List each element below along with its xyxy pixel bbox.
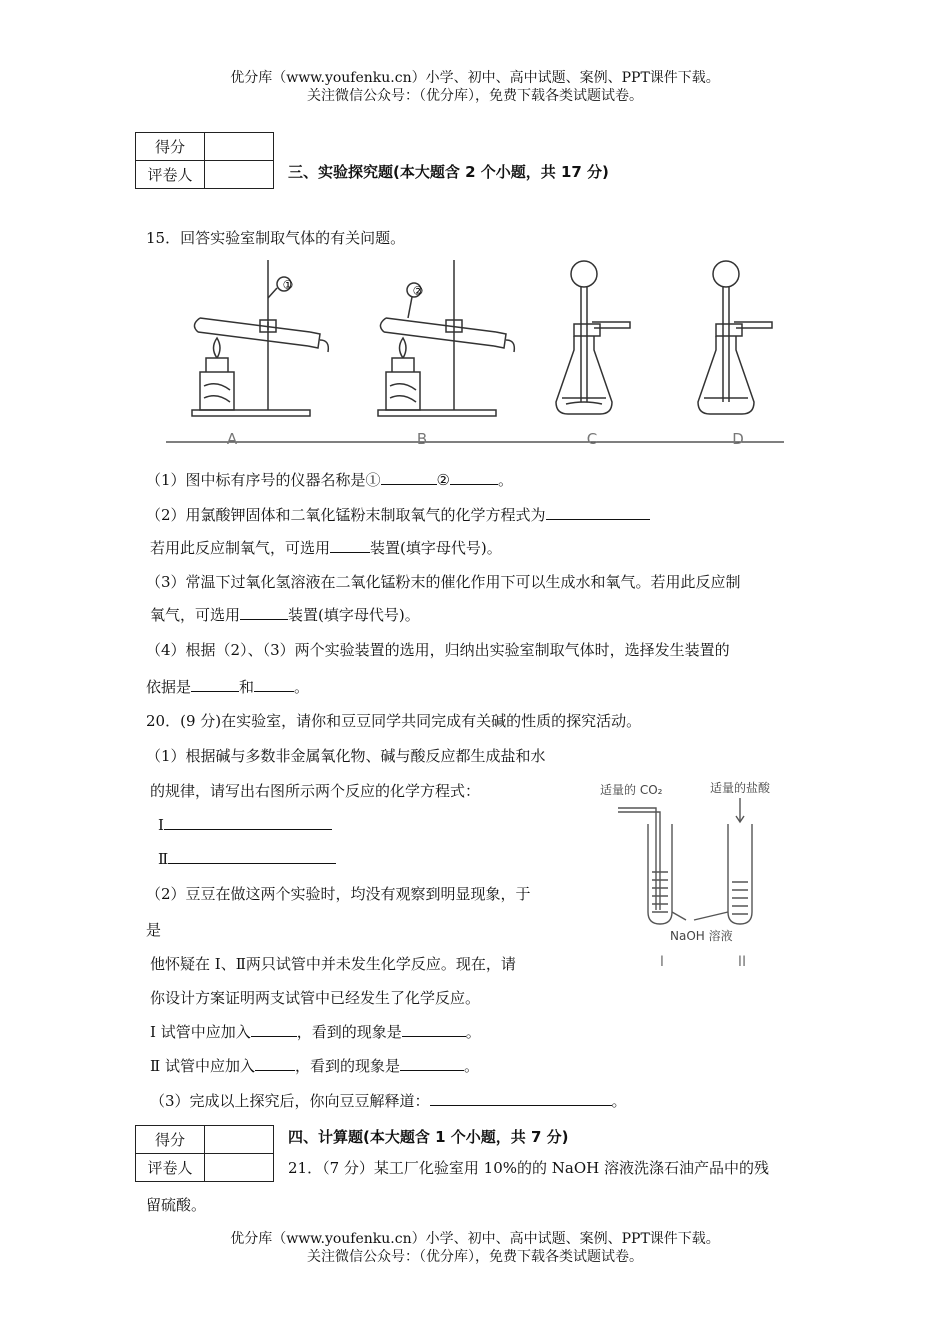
answer-blank[interactable]	[400, 1056, 464, 1071]
score-cell[interactable]	[205, 133, 274, 161]
q15-stem: 15．回答实验室制取气体的有关问题。	[146, 229, 406, 247]
q20-part1: （1）根据碱与多数非金属氧化物、碱与酸反应都生成盐和水	[146, 747, 546, 765]
answer-blank[interactable]	[430, 1091, 612, 1106]
answer-blank[interactable]	[546, 505, 650, 520]
score-label: 得分	[136, 133, 205, 161]
answer-blank[interactable]	[254, 677, 294, 692]
label-c: C	[586, 430, 598, 448]
q20-eq2: Ⅱ	[158, 849, 336, 869]
page-footer-line1: 优分库（www.youfenku.cn）小学、初中、高中试题、案例、PPT课件下载。	[230, 1231, 720, 1247]
tube-label-1: I	[659, 954, 665, 970]
q20-part1-b: 的规律，请写出右图所示两个反应的化学方程式：	[150, 782, 481, 800]
grader-cell[interactable]	[205, 161, 274, 189]
answer-blank[interactable]	[168, 849, 336, 864]
q20-part2-d: 你设计方案证明两支试管中已经发生了化学反应。	[150, 989, 481, 1007]
marker-2: ②	[412, 284, 424, 298]
q20-stem: 20．(9 分)在实验室，请你和豆豆同学共同完成有关碱的性质的探究活动。	[146, 712, 642, 730]
marker-1: ①	[282, 278, 294, 292]
answer-blank[interactable]	[255, 1056, 295, 1071]
q20-part2-c: 他怀疑在 I、Ⅱ两只试管中并未发生化学反应。现在，请	[150, 955, 516, 973]
label-b: B	[416, 430, 428, 448]
label-a: A	[226, 430, 238, 448]
hcl-label: 适量的盐酸	[710, 781, 771, 795]
q20-part3: （3）完成以上探究后，你向豆豆解释道： 。	[150, 1092, 627, 1110]
label-d: D	[732, 430, 744, 448]
answer-blank[interactable]	[402, 1022, 466, 1037]
answer-blank[interactable]	[330, 538, 370, 553]
score-cell[interactable]	[205, 1126, 274, 1154]
q20-part2-f: Ⅱ 试管中应加入 ，看到的现象是 。	[150, 1057, 479, 1075]
q20-part2-b: 是	[146, 921, 162, 939]
grader-label: 评卷人	[136, 161, 205, 189]
q15-part4-b: 依据是 和 。	[146, 678, 310, 696]
answer-blank[interactable]	[240, 605, 288, 620]
q21-line2: 留硫酸。	[146, 1196, 207, 1214]
naoh-label: NaOH 溶液	[670, 929, 733, 943]
section4-title: 四、计算题(本大题含 1 个小题，共 7 分)	[288, 1128, 569, 1146]
answer-blank[interactable]	[251, 1022, 297, 1037]
q15-part1: （1）图中标有序号的仪器名称是① ② 。	[146, 471, 514, 489]
q15-part2: （2）用氯酸钾固体和二氧化锰粉末制取氧气的化学方程式为	[146, 505, 650, 525]
score-table-2	[135, 1125, 274, 1182]
grader-cell[interactable]	[205, 1154, 274, 1182]
page-footer-line2: 关注微信公众号：（优分库），免费下载各类试题试卷。	[307, 1249, 643, 1265]
q15-part3-b: 氧气，可选用 装置(填字母代号)。	[150, 606, 420, 624]
score-label: 得分	[136, 1126, 205, 1154]
q21-line1: 21．（7 分）某工厂化验室用 10%的的 NaOH 溶液洗涤石油产品中的残	[288, 1159, 769, 1177]
section3-title: 三、实验探究题(本大题含 2 个小题，共 17 分)	[288, 163, 609, 181]
answer-blank[interactable]	[191, 677, 239, 692]
q20-part2: （2）豆豆在做这两个实验时，均没有观察到明显现象，于	[146, 885, 531, 903]
q15-part2-b: 若用此反应制氧气，可选用 装置(填字母代号)。	[150, 539, 502, 557]
page-header-line1: 优分库（www.youfenku.cn）小学、初中、高中试题、案例、PPT课件下载。	[230, 70, 720, 86]
grader-label: 评卷人	[136, 1154, 205, 1182]
tube-label-2: II	[737, 954, 747, 970]
answer-blank[interactable]	[164, 815, 332, 830]
answer-blank[interactable]	[381, 470, 437, 485]
score-table-1	[135, 132, 274, 189]
q20-eq1: I	[158, 815, 332, 835]
q15-part3: （3）常温下过氧化氢溶液在二氧化锰粉末的催化作用下可以生成水和氧气。若用此反应制	[146, 573, 741, 591]
q15-apparatus-figure	[160, 252, 790, 452]
q20-test-tube-figure	[598, 772, 798, 972]
answer-blank[interactable]	[450, 470, 498, 485]
q20-part2-e: I 试管中应加入 ，看到的现象是 。	[150, 1023, 481, 1041]
page-header-line2: 关注微信公众号：（优分库），免费下载各类试题试卷。	[307, 88, 643, 104]
co2-label: 适量的 CO₂	[600, 783, 663, 797]
q15-part4: （4）根据（2）、（3）两个实验装置的选用，归纳出实验室制取气体时，选择发生装置的	[146, 641, 730, 659]
